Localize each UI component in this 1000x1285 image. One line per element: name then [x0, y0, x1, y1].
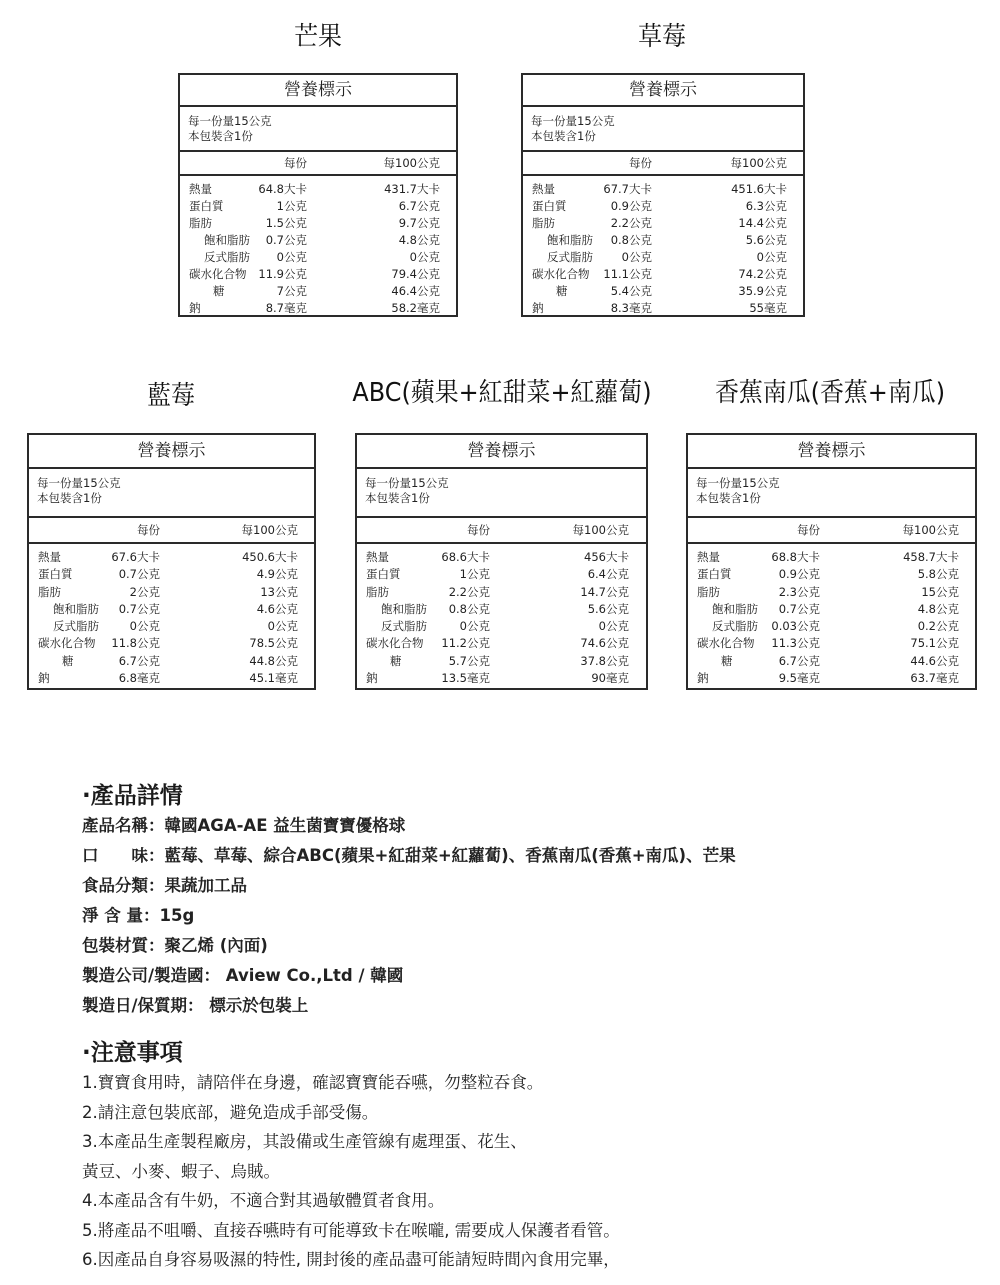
nutrient-name: 反式脂肪 [381, 619, 427, 634]
servings-per-pack: 本包裝含1份 [696, 491, 761, 505]
note-item: 3.本產品生產製程廠房，其設備或生產管線有處理蛋、花生、 [82, 1132, 527, 1151]
column-headers [523, 152, 803, 176]
column-header-per-100g: 每100公克 [730, 156, 787, 170]
note-item: 黃豆、小麥、蝦子、烏賊。 [82, 1161, 280, 1181]
nutrient-per-serving: 13.5毫克 [441, 671, 490, 686]
column-header-per-serving: 每份 [797, 523, 820, 537]
nutrient-per-serving: 68.8大卡 [771, 550, 820, 564]
nutrient-rows [357, 544, 646, 687]
nutrient-per-100g: 0.2公克 [917, 619, 959, 634]
nutrient-per-serving: 67.7大卡 [603, 182, 652, 196]
nutrient-per-100g: 0公克 [598, 619, 629, 634]
nutrient-row [688, 584, 975, 601]
nutrient-row [523, 300, 803, 317]
nutrient-per-serving: 6.8毫克 [118, 671, 160, 686]
column-header-per-serving: 每份 [137, 523, 160, 537]
nutrient-per-100g: 6.3公克 [745, 199, 787, 213]
nutrient-name: 鈉 [366, 671, 378, 686]
nutrient-per-serving: 1公克 [276, 199, 307, 213]
note-item: 5.將產品不咀嚼、直接吞嚥時有可能導致卡在喉嚨, 需要成人保護者看管。 [82, 1220, 620, 1240]
nutrient-per-100g: 451.6大卡 [731, 182, 787, 196]
nutrient-per-serving: 0.03公克 [771, 619, 820, 634]
nutrient-row [688, 618, 975, 635]
nutrition-label-strawberry [521, 73, 805, 317]
nutrient-per-100g: 6.7公克 [398, 199, 440, 213]
serving-size: 每一份量15公克 [188, 114, 272, 128]
servings-per-pack: 本包裝含1份 [531, 129, 596, 143]
column-headers [29, 518, 314, 544]
nutrient-name: 碳水化合物 [189, 267, 247, 281]
nutrition-label-banana-pumpkin [686, 433, 977, 690]
column-headers [688, 518, 975, 544]
nutrient-per-serving: 11.2公克 [441, 636, 490, 651]
nutrient-per-100g: 14.7公克 [580, 584, 629, 599]
column-headers [357, 518, 646, 544]
nutrient-row [357, 670, 646, 687]
detail-net-weight: 淨 含 量：15g [82, 906, 195, 925]
nutrient-per-serving: 0.7公克 [118, 567, 160, 582]
nutrient-row [688, 670, 975, 687]
nutrient-name: 熱量 [366, 550, 389, 564]
detail-product-name: 產品名稱：韓國AGA-AE 益生菌寶寶優格球 [82, 816, 406, 835]
nutrient-per-serving: 0公克 [276, 250, 307, 264]
nutrient-per-serving: 0.7公克 [265, 233, 307, 247]
nutrient-name: 飽和脂肪 [712, 601, 758, 616]
nutrient-per-serving: 6.7公克 [778, 653, 820, 668]
serving-info [688, 469, 975, 518]
nutrient-row [523, 232, 803, 249]
serving-size: 每一份量15公克 [365, 476, 449, 490]
nutrient-name: 糖 [390, 653, 402, 668]
serving-info [180, 107, 456, 152]
nutrient-row [357, 566, 646, 583]
nutrient-name: 碳水化合物 [697, 636, 755, 651]
nutrient-rows [523, 176, 803, 317]
nutrition-label-abc [355, 433, 648, 690]
nutrient-per-serving: 2公克 [129, 584, 160, 599]
nutrient-per-serving: 0公克 [129, 619, 160, 634]
nutrient-per-serving: 0.8公克 [610, 233, 652, 247]
nutrient-per-serving: 0.9公克 [778, 567, 820, 582]
nutrient-name: 糖 [62, 653, 74, 668]
nutrient-per-100g: 450.6大卡 [242, 550, 298, 564]
nutrient-row [523, 181, 803, 198]
nutrient-name: 蛋白質 [189, 199, 224, 213]
column-headers [180, 152, 456, 176]
nutrient-per-serving: 68.6大卡 [441, 550, 490, 564]
nutrient-name: 熱量 [697, 550, 720, 564]
nutrient-per-serving: 8.3毫克 [610, 301, 652, 315]
nutrient-row [357, 618, 646, 635]
nutrient-row [29, 618, 314, 635]
nutrient-row [29, 601, 314, 618]
nutrient-per-serving: 8.7毫克 [265, 301, 307, 315]
nutrient-per-100g: 55毫克 [749, 301, 787, 315]
nutrient-per-serving: 9.5毫克 [778, 671, 820, 686]
nutrient-row [523, 266, 803, 283]
nutrient-row [357, 653, 646, 670]
nutrient-per-serving: 0.7公克 [118, 601, 160, 616]
nutrient-per-100g: 75.1公克 [910, 636, 959, 651]
nutrient-name: 蛋白質 [697, 567, 732, 582]
nutrient-name: 飽和脂肪 [381, 601, 427, 616]
detail-date-shelf-life: 製造日/保質期： 標示於包裝上 [82, 996, 309, 1015]
nutrient-name: 熱量 [189, 182, 212, 196]
nutrient-rows [688, 544, 975, 687]
nutrient-name: 反式脂肪 [712, 619, 758, 634]
nutrient-per-serving: 2.2公克 [610, 216, 652, 230]
nutrient-name: 糖 [556, 284, 568, 298]
nutrient-name: 碳水化合物 [366, 636, 424, 651]
flavor-title-banana-pumpkin: 香蕉南瓜(香蕉+南瓜) [714, 378, 946, 408]
nutrient-row [357, 584, 646, 601]
nutrient-per-serving: 0公克 [459, 619, 490, 634]
nutrient-row [180, 215, 456, 232]
nutrient-per-serving: 0.8公克 [448, 601, 490, 616]
nutrient-per-100g: 0公克 [756, 250, 787, 264]
servings-per-pack: 本包裝含1份 [188, 129, 253, 143]
nutrient-per-100g: 431.7大卡 [384, 182, 440, 196]
nutrient-per-100g: 6.4公克 [587, 567, 629, 582]
nutrient-row [29, 584, 314, 601]
nutrient-per-100g: 15公克 [921, 584, 959, 599]
nutrient-row [688, 635, 975, 652]
label-header: 營養標示 [180, 75, 456, 107]
nutrient-row [523, 198, 803, 215]
nutrient-per-100g: 0公克 [267, 619, 298, 634]
label-header: 營養標示 [357, 435, 646, 469]
column-header-per-serving: 每份 [284, 156, 307, 170]
nutrient-rows [29, 544, 314, 687]
nutrient-row [180, 181, 456, 198]
nutrient-name: 反式脂肪 [53, 619, 99, 634]
servings-per-pack: 本包裝含1份 [365, 491, 430, 505]
notes-title: ·注意事項 [82, 1040, 183, 1066]
nutrient-name: 脂肪 [697, 584, 720, 599]
product-details-section [82, 781, 962, 1021]
nutrient-row [688, 653, 975, 670]
nutrient-row [29, 549, 314, 566]
nutrient-per-100g: 4.8公克 [917, 601, 959, 616]
detail-food-category: 食品分類：果蔬加工品 [82, 876, 247, 895]
nutrient-per-serving: 11.8公克 [111, 636, 160, 651]
nutrient-per-serving: 1.5公克 [265, 216, 307, 230]
nutrient-per-serving: 11.9公克 [258, 267, 307, 281]
column-header-per-100g: 每100公克 [902, 523, 959, 537]
nutrient-per-100g: 37.8公克 [580, 653, 629, 668]
nutrient-per-serving: 11.1公克 [603, 267, 652, 281]
nutrient-name: 蛋白質 [366, 567, 401, 582]
nutrient-per-100g: 4.8公克 [398, 233, 440, 247]
nutrient-per-100g: 5.6公克 [745, 233, 787, 247]
serving-info [29, 469, 314, 518]
nutrient-rows [180, 176, 456, 317]
serving-size: 每一份量15公克 [37, 476, 121, 490]
nutrient-per-serving: 1公克 [459, 567, 490, 582]
nutrient-per-100g: 9.7公克 [398, 216, 440, 230]
column-header-per-serving: 每份 [467, 523, 490, 537]
nutrient-row [688, 566, 975, 583]
nutrient-per-serving: 2.3公克 [778, 584, 820, 599]
nutrient-row [29, 653, 314, 670]
serving-size: 每一份量15公克 [531, 114, 615, 128]
nutrient-row [180, 266, 456, 283]
nutrient-row [357, 635, 646, 652]
nutrient-name: 糖 [721, 653, 733, 668]
nutrient-name: 鈉 [697, 671, 709, 686]
nutrition-label-mango [178, 73, 458, 317]
nutrient-name: 蛋白質 [532, 199, 567, 213]
note-item: 1.寶寶食用時，請陪伴在身邊，確認寶寶能吞嚥，勿整粒吞食。 [82, 1073, 544, 1092]
nutrient-per-100g: 74.2公克 [738, 267, 787, 281]
nutrient-per-serving: 5.7公克 [448, 653, 490, 668]
detail-manufacturer: 製造公司/製造國： Aview Co.,Ltd / 韓國 [82, 966, 404, 985]
nutrient-name: 脂肪 [189, 216, 212, 230]
nutrient-name: 碳水化合物 [38, 636, 96, 651]
nutrient-per-100g: 90毫克 [591, 671, 629, 686]
nutrient-per-serving: 64.8大卡 [258, 182, 307, 196]
nutrient-per-100g: 0公克 [409, 250, 440, 264]
nutrient-per-serving: 11.3公克 [771, 636, 820, 651]
nutrient-per-100g: 5.6公克 [587, 601, 629, 616]
nutrient-row [180, 249, 456, 266]
nutrient-per-100g: 44.8公克 [249, 653, 298, 668]
flavor-title-strawberry: 草莓 [638, 22, 686, 52]
nutrient-name: 蛋白質 [38, 567, 73, 582]
nutrient-per-100g: 44.6公克 [910, 653, 959, 668]
label-header: 營養標示 [523, 75, 803, 107]
nutrient-per-100g: 63.7毫克 [910, 671, 959, 686]
column-header-per-serving: 每份 [629, 156, 652, 170]
nutrient-per-serving: 2.2公克 [448, 584, 490, 599]
nutrient-row [29, 566, 314, 583]
nutrient-per-100g: 14.4公克 [738, 216, 787, 230]
label-header: 營養標示 [29, 435, 314, 469]
nutrient-name: 熱量 [38, 550, 61, 564]
serving-info [523, 107, 803, 152]
nutrient-row [357, 549, 646, 566]
flavor-title-blueberry: 藍莓 [147, 381, 195, 411]
nutrient-row [29, 670, 314, 687]
nutrient-row [357, 601, 646, 618]
nutrient-per-100g: 458.7大卡 [903, 550, 959, 564]
product-details-title: ·產品詳情 [82, 783, 183, 809]
flavor-title-mango: 芒果 [294, 22, 342, 52]
nutrient-per-serving: 7公克 [276, 284, 307, 298]
nutrient-per-serving: 0.7公克 [778, 601, 820, 616]
nutrient-row [180, 283, 456, 300]
nutrient-name: 反式脂肪 [204, 250, 250, 264]
nutrient-per-serving: 67.6大卡 [111, 550, 160, 564]
nutrient-per-100g: 13公克 [260, 584, 298, 599]
column-header-per-100g: 每100公克 [572, 523, 629, 537]
notes-section [82, 1038, 962, 1275]
nutrient-per-100g: 45.1毫克 [249, 671, 298, 686]
servings-per-pack: 本包裝含1份 [37, 491, 102, 505]
nutrient-name: 脂肪 [366, 584, 389, 599]
nutrient-row [688, 549, 975, 566]
note-item: 4.本產品含有牛奶，不適合對其過敏體質者食用。 [82, 1191, 445, 1210]
nutrient-per-100g: 5.8公克 [917, 567, 959, 582]
serving-info [357, 469, 646, 518]
column-header-per-100g: 每100公克 [241, 523, 298, 537]
nutrient-per-100g: 456大卡 [584, 550, 629, 564]
nutrient-name: 鈉 [532, 301, 544, 315]
nutrient-row [688, 601, 975, 618]
note-item: 2.請注意包裝底部，避免造成手部受傷。 [82, 1102, 379, 1122]
nutrient-name: 鈉 [38, 671, 50, 686]
nutrient-per-100g: 4.9公克 [256, 567, 298, 582]
nutrient-row [180, 198, 456, 215]
nutrient-row [523, 283, 803, 300]
nutrient-name: 脂肪 [38, 584, 61, 599]
nutrient-per-100g: 35.9公克 [738, 284, 787, 298]
label-header: 營養標示 [688, 435, 975, 469]
nutrient-per-serving: 0公克 [621, 250, 652, 264]
nutrient-name: 糖 [213, 284, 225, 298]
note-item: 6.因產品自身容易吸濕的特性, 開封後的產品盡可能請短時間內食用完畢， [82, 1250, 620, 1269]
nutrient-per-100g: 4.6公克 [256, 601, 298, 616]
nutrient-name: 飽和脂肪 [547, 233, 593, 247]
nutrient-per-100g: 46.4公克 [391, 284, 440, 298]
nutrient-name: 飽和脂肪 [53, 601, 99, 616]
nutrient-row [523, 215, 803, 232]
flavor-title-abc: ABC(蘋果+紅甜菜+紅蘿蔔) [352, 378, 652, 408]
nutrient-row [29, 635, 314, 652]
nutrient-row [523, 249, 803, 266]
nutrient-row [180, 232, 456, 249]
nutrient-per-100g: 79.4公克 [391, 267, 440, 281]
nutrient-name: 反式脂肪 [547, 250, 593, 264]
nutrient-per-serving: 5.4公克 [610, 284, 652, 298]
nutrient-per-serving: 0.9公克 [610, 199, 652, 213]
nutrient-row [180, 300, 456, 317]
nutrient-per-serving: 6.7公克 [118, 653, 160, 668]
nutrient-per-100g: 74.6公克 [580, 636, 629, 651]
nutrient-per-100g: 78.5公克 [249, 636, 298, 651]
nutrient-name: 熱量 [532, 182, 555, 196]
detail-flavors: 口 味：藍莓、草莓、綜合ABC(蘋果+紅甜菜+紅蘿蔔)、香蕉南瓜(香蕉+南瓜)、芒果 [82, 846, 736, 865]
nutrient-name: 飽和脂肪 [204, 233, 250, 247]
nutrient-per-100g: 58.2毫克 [391, 301, 440, 315]
nutrient-name: 鈉 [189, 301, 201, 315]
nutrient-name: 脂肪 [532, 216, 555, 230]
nutrient-name: 碳水化合物 [532, 267, 590, 281]
serving-size: 每一份量15公克 [696, 476, 780, 490]
column-header-per-100g: 每100公克 [383, 156, 440, 170]
nutrition-label-blueberry [27, 433, 316, 690]
detail-packaging-material: 包裝材質：聚乙烯 (內面) [82, 936, 268, 955]
